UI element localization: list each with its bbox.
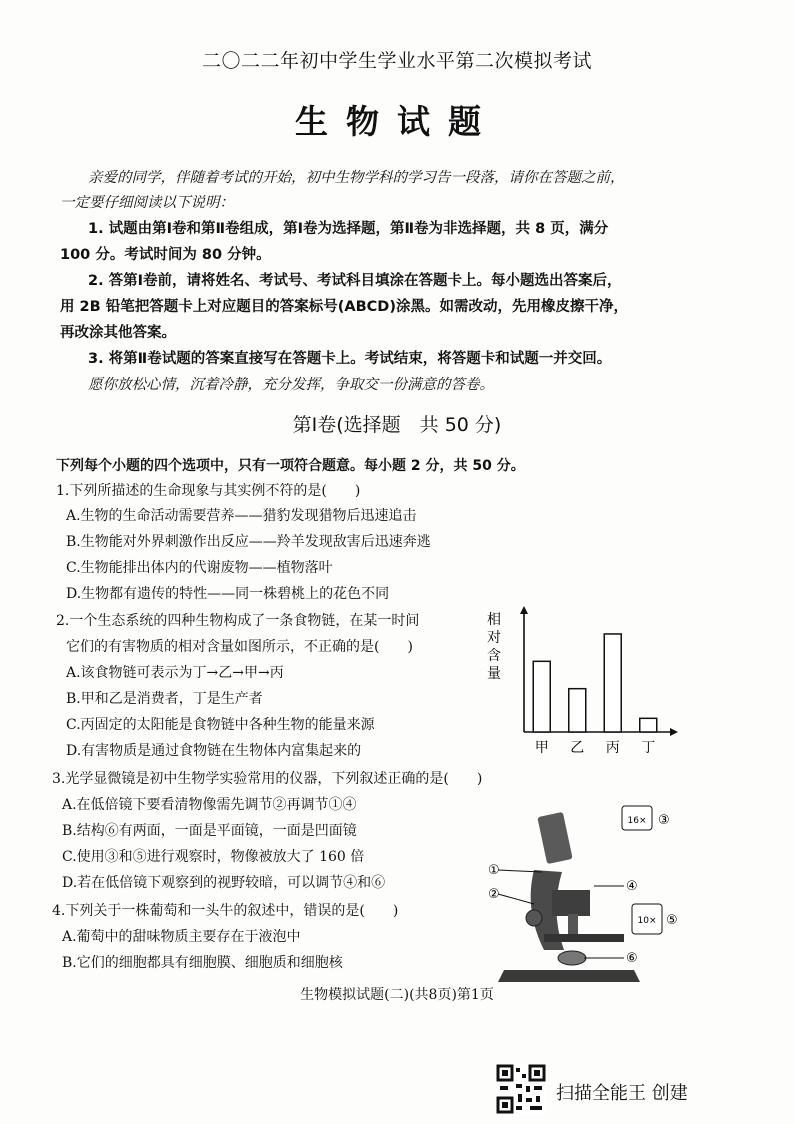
chart-x-tick-label: 甲 <box>534 740 549 756</box>
qr-code-icon <box>496 1064 546 1114</box>
q2-stem-line-2: 它们的有害物质的相对含量如图所示，不正确的是( ) <box>66 639 413 655</box>
chart-x-tick-label: 乙 <box>570 740 585 756</box>
mirror <box>558 951 586 965</box>
q4-option-a: A.葡萄中的甜味物质主要存在于液泡中 <box>62 929 301 945</box>
intro-line-2: 一定要仔细阅读以下说明： <box>60 195 234 211</box>
q2-option-a: A.该食物链可表示为丁→乙→甲→丙 <box>66 665 284 681</box>
eyepiece-magnification: 16× <box>627 816 647 826</box>
rule-1-line-1: 1. 试题由第Ⅰ卷和第Ⅱ卷组成，第Ⅰ卷为选择题，第Ⅱ卷为非选择题，共 8 页，满分 <box>88 221 609 237</box>
chart-y-axis-arrow <box>520 606 528 614</box>
rule-1-line-2: 100 分。考试时间为 80 分钟。 <box>60 247 271 263</box>
closing-line: 愿你放松心情，沉着冷静，充分发挥，争取交一份满意的答卷。 <box>88 377 494 393</box>
microscope-svg <box>484 800 684 985</box>
nosepiece <box>552 890 590 916</box>
rule-3: 3. 将第Ⅱ卷试题的答案直接写在答题卡上。考试结束，将答题卡和试题一并交回。 <box>88 351 612 367</box>
objective-lens <box>568 914 578 934</box>
chart-y-label-char: 对 <box>487 630 501 646</box>
q2-stem-line-1: 2.一个生态系统的四种生物构成了一条食物链，在某一时间 <box>56 613 420 629</box>
chart-x-tick-labels <box>535 740 656 756</box>
q2-option-c: C.丙固定的太阳能是食物链中各种生物的能量来源 <box>66 717 375 733</box>
chart-bar-1 <box>533 661 550 732</box>
chart-x-tick-label: 丁 <box>641 740 656 756</box>
q3-option-b: B.结构⑥有两面，一面是平面镜，一面是凹面镜 <box>62 823 357 839</box>
exam-title: 二〇二二年初中学生学业水平第二次模拟考试 <box>201 50 592 72</box>
intro-line-1: 亲爱的同学，伴随着考试的开始，初中生物学科的学习告一段落，请你在答题之前， <box>88 170 625 186</box>
q3-stem: 3.光学显微镜是初中生物学实验常用的仪器，下列叙述正确的是( ) <box>52 771 483 787</box>
q3-option-a: A.在低倍镜下要看清物像需先调节②再调节①④ <box>62 797 357 813</box>
marker-3: ③ <box>658 813 670 828</box>
q1-option-b: B.生物能对外界刺激作出反应——羚羊发现敌害后迅速奔逃 <box>66 534 431 550</box>
rule-2-line-3: 再改涂其他答案。 <box>60 325 176 341</box>
marker-4: ④ <box>626 879 638 894</box>
q1-stem: 1.下列所描述的生命现象与其实例不符的是( ) <box>56 483 361 499</box>
microscope-stage <box>544 934 624 942</box>
chart-y-label-char: 量 <box>487 666 501 682</box>
section-title: 第Ⅰ卷(选择题 共 50 分) <box>292 414 502 436</box>
q4-stem: 4.下列关于一株葡萄和一头牛的叙述中，错误的是( ) <box>52 903 399 919</box>
coarse-adjustment-knob <box>526 910 542 926</box>
marker-5: ⑤ <box>666 913 678 928</box>
q1-option-d: D.生物都有遗传的特性——同一株碧桃上的花色不同 <box>66 586 390 602</box>
chart-x-tick-label: 丙 <box>605 740 620 756</box>
chart-bars <box>533 634 657 732</box>
page-footer: 生物模拟试题(二)(共8页)第1页 <box>300 987 494 1003</box>
q3-option-d: D.若在低倍镜下观察到的视野较暗，可以调节④和⑥ <box>62 875 386 891</box>
q3-option-c: C.使用③和⑤进行观察时，物像被放大了 160 倍 <box>62 849 365 865</box>
marker-6: ⑥ <box>626 951 638 966</box>
chart-y-label-char: 相 <box>487 612 501 628</box>
bar-chart-svg <box>476 600 686 770</box>
subject-title: 生物试题 <box>295 102 499 141</box>
q2-bar-chart <box>476 600 686 770</box>
q4-option-b: B.它们的细胞都具有细胞膜、细胞质和细胞核 <box>62 955 343 971</box>
rule-2-line-2: 用 2B 铅笔把答题卡上对应题目的答案标号(ABCD)涂黑。如需改动，先用橡皮擦干净， <box>60 299 628 315</box>
chart-bar-2 <box>569 689 586 732</box>
q1-option-a: A.生物的生命活动需要营养——猎豹发现猎物后迅速追击 <box>66 508 417 524</box>
marker-2: ② <box>488 887 500 902</box>
marker-1: ① <box>488 863 500 878</box>
microscope-diagram <box>484 800 684 985</box>
chart-y-label <box>487 611 501 682</box>
objective-magnification: 10× <box>637 916 657 926</box>
section-instruction: 下列每个小题的四个选项中，只有一项符合题意。每小题 2 分，共 50 分。 <box>56 458 525 474</box>
chart-bar-4 <box>640 718 657 732</box>
microscope-base <box>498 970 640 982</box>
scanner-watermark: 扫描全能王 创建 <box>556 1083 688 1104</box>
chart-bar-3 <box>604 634 621 732</box>
marker-2-line <box>498 894 534 904</box>
chart-y-label-char: 含 <box>487 648 501 664</box>
q1-option-c: C.生物能排出体内的代谢废物——植物落叶 <box>66 560 333 576</box>
chart-x-axis-arrow <box>670 728 678 736</box>
q2-option-b: B.甲和乙是消费者，丁是生产者 <box>66 691 263 707</box>
rule-2-line-1: 2. 答第Ⅰ卷前，请将姓名、考试号、考试科目填涂在答题卡上。每小题选出答案后， <box>88 273 622 289</box>
q2-option-d: D.有害物质是通过食物链在生物体内富集起来的 <box>66 743 362 759</box>
eyepiece-tube <box>537 812 572 864</box>
